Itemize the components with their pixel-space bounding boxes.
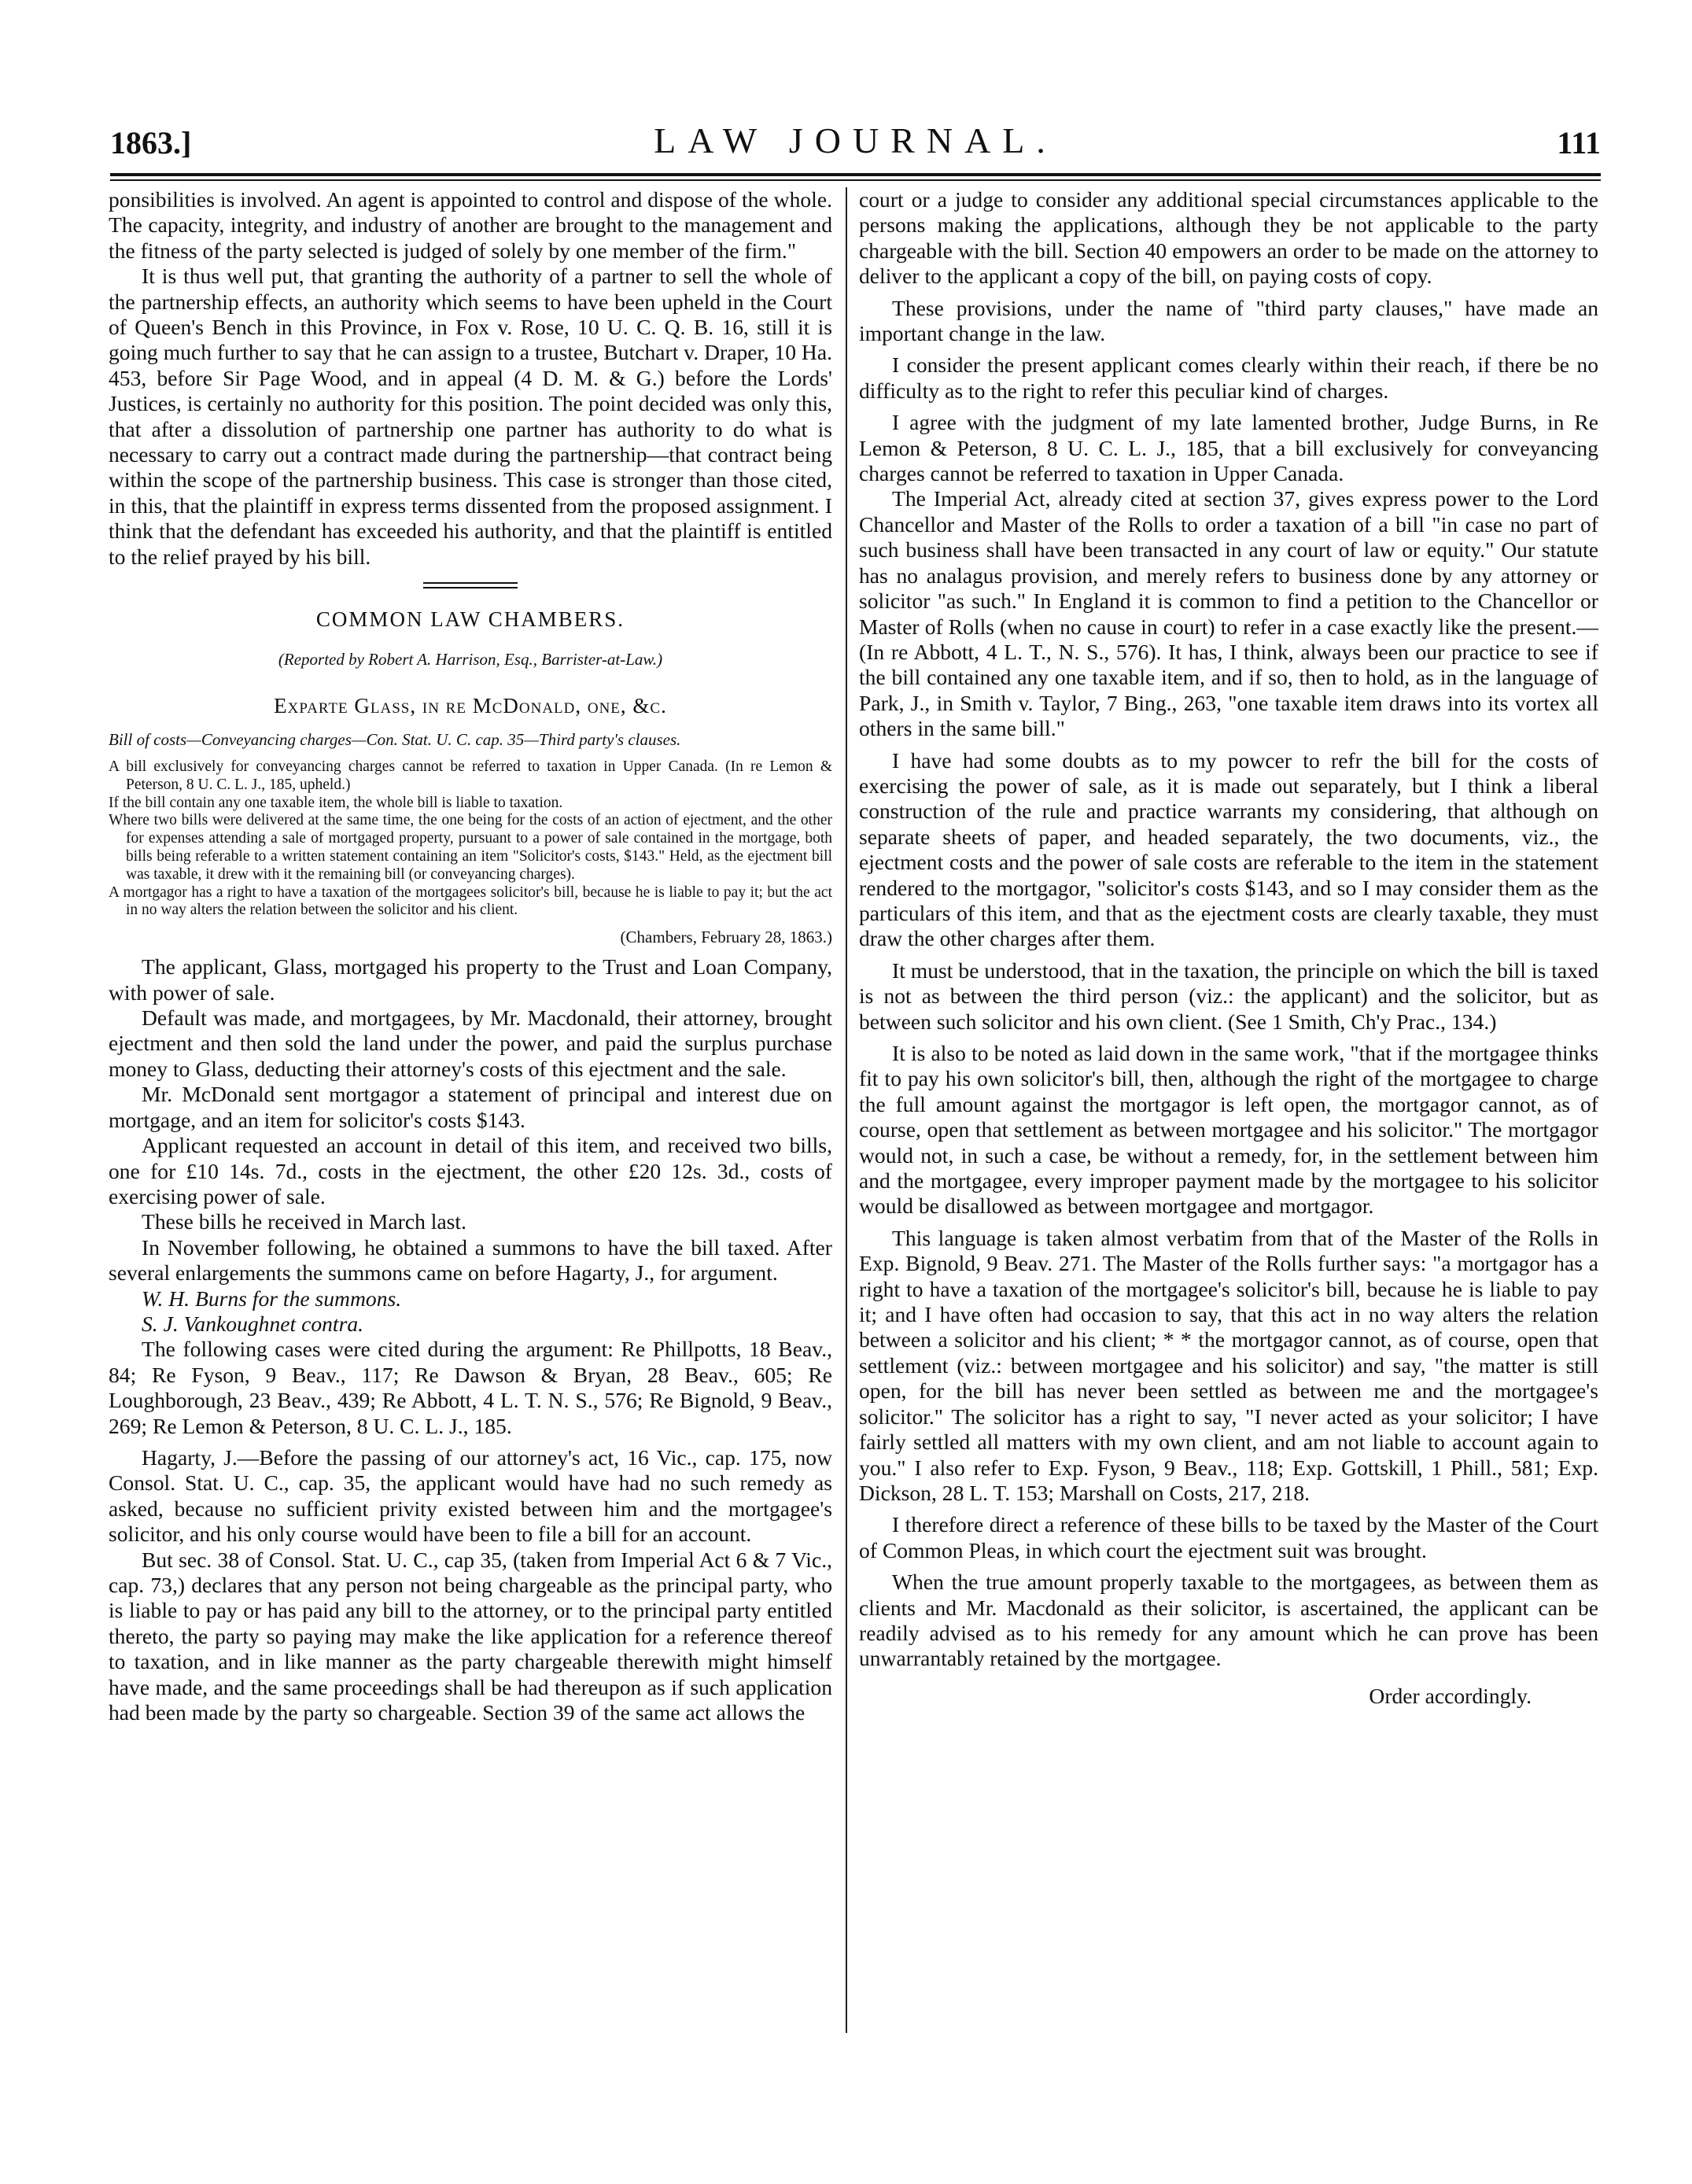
chambers-date: (Chambers, February 28, 1863.) xyxy=(620,928,832,947)
header-year: 1863.] xyxy=(110,125,192,160)
left-column xyxy=(109,187,832,1725)
paragraph: Default was made, and mortgagees, by Mr. Macdonald, their attorney, brought ejectment and then sold the land under the power, and paid the surplus purchase money to Glass, deducting their attorney's costs of this ejectment and the sale. xyxy=(109,1005,832,1081)
paragraph: These bills he received in March last. xyxy=(142,1209,466,1234)
headnote: If the bill contain any one taxable item, the whole bill is liable to taxation. xyxy=(109,794,563,811)
headnotes xyxy=(109,758,832,920)
paragraph: Applicant requested an account in detail of this item, and received two bills, one for £10 14s. 7d., costs in the ejectment, the other £20 12s. 3d., costs of exercising power of sale. xyxy=(109,1133,832,1208)
header-rule-thick xyxy=(110,173,1601,176)
page-header xyxy=(110,118,1601,173)
paragraph: It is also to be noted as laid down in the same work, "that if the mortgagee thinks fit to pay his own solicitor's bill, then, although the right of the mortgagee to charge the full amount against the mortgagor is left open, the mortgagor cannot, as of course, open that settlement as between mortgagee and his solicitor." The mortgagor would not, in such a case, be without a remedy, for, in the settlement between him and the mortgagee, every improper payment made by the mortgagee to his solicitor would be disallowed as between mortgagee and mortgagor. xyxy=(859,1041,1598,1219)
paragraph: I consider the present applicant comes clearly within their reach, if there be no difficulty as to the right to refer this peculiar kind of charges. xyxy=(859,352,1598,403)
paragraph: Mr. McDonald sent mortgagor a statement of principal and interest due on mortgage, and an item for solicitor's costs $143. xyxy=(109,1082,832,1132)
paragraph: These provisions, under the name of "third party clauses," have made an important change in the law. xyxy=(859,295,1598,346)
paragraph: This language is taken almost verbatim from that of the Master of the Rolls in Exp. Bignold, 9 Beav. 271. The Master of the Rolls further says: "a mortgagor has a right to have a taxation of the mortgagee's solicitor's bill, because he is liable to pay it; and I have often had occasion to say, that this act in no way alters the relation between a solicitor and his client; * * the mortgagor cannot, as of course, open that settlement (viz.: between mortgagee and his solicitor) and say, "the matter is still open, for the bill has never been settled as between me and the mortgagee's solicitor." The solicitor has a right to say, "I never acted as your solicitor; I have fairly settled all matters with my own client, and am not liable to account again to you." I also refer to Exp. Fyson, 9 Beav., 118; Exp. Gottskill, 1 Phill., 581; Exp. Dickson, 28 L. T. 153; Marshall on Costs, 217, 218. xyxy=(859,1225,1598,1505)
closing-order: Order accordingly. xyxy=(1369,1683,1532,1708)
reporter-credit: (Reported by Robert A. Harrison, Esq., Barrister-at-Law.) xyxy=(278,650,663,670)
section-separator xyxy=(423,582,518,588)
paragraph: In November following, he obtained a summons to have the bill taxed. After several enlargements the summons came on before Hagarty, J., for argument. xyxy=(109,1234,832,1286)
paragraph: I agree with the judgment of my late lamented brother, Judge Burns, in Re Lemon & Peterson, 8 U. C. L. J., 185, that a bill exclusively for conveyancing charges cannot be referred to taxation in Upper Canada. xyxy=(859,410,1598,486)
paragraph: court or a judge to consider any additional special circumstances applicable to the persons making the applications, although they be not applicable to the party chargeable with the bill. Section 40 empowers an order to be made on the attorney to deliver to the applicant a copy of the bill, on paying costs of copy. xyxy=(859,187,1598,289)
paragraph: It is thus well put, that granting the authority of a partner to sell the whole of the partnership effects, an authority which seems to have been upheld in the Court of Queen's Bench in this Province, in Fox v. Rose, 10 U. C. Q. B. 16, still it is going much further to say that he can assign to a trustee, Butchart v. Draper, 10 Ha. 453, before Sir Page Wood, and in appeal (4 D. M. & G.) before the Lords' Justices, is certainly no authority for this position. The point decided was only this, that after a dissolution of partnership one partner has authority to do what is necessary to carry out a contract made during the partnership—that contract being within the scope of the partnership business. This case is stronger than those cited, in this, that the plaintiff in express terms dissented from the proposed assignment. I think that the defendant has exceeded his authority, and that the plaintiff is entitled to the relief prayed by his bill. xyxy=(109,264,832,569)
case-title: Exparte Glass, in re McDonald, one, &c. xyxy=(274,694,667,718)
counsel-line: S. J. Vankoughnet contra. xyxy=(142,1311,364,1336)
column-divider xyxy=(846,187,847,2033)
paragraph: It must be understood, that in the taxation, the principle on which the bill is taxed is not as between the third person (viz.: the applicant) and the solicitor, but as between such solicitor and his own client. (See 1 Smith, Ch'y Prac., 134.) xyxy=(859,957,1598,1034)
paragraph: I have had some doubts as to my powcer to refr the bill for the costs of exercising the power of sale, as it is made out separately, but I think a liberal construction of the rule and practice warrants my considering, that although on separate sheets of paper, and headed separately, the two documents, viz., the ejectment costs and the power of sale costs are referable to the item in the statement rendered to the mortgagor, "solicitor's costs $143, and so I may consider them as the particulars of this item, and that as the ejectment costs are clearly taxable, they must draw the other charges after them. xyxy=(859,747,1598,951)
paragraph: ponsibilities is involved. An agent is appointed to control and dispose of the whole. The capacity, integrity, and industry of another are brought to the management and the fitness of the party selected is judged of solely by one member of the firm." xyxy=(109,187,832,263)
paragraph: The applicant, Glass, mortgaged his property to the Trust and Loan Company, with power of sale. xyxy=(109,954,832,1005)
counsel-line: W. H. Burns for the summons. xyxy=(142,1286,402,1311)
paragraph: Hagarty, J.—Before the passing of our attorney's act, 16 Vic., cap. 175, now Consol. Stat. U. C., cap. 35, the applicant would have had no such remedy as asked, because no sufficient privity existed between him and the mortgagee's solicitor, and his only course would have been to file a bill for an account. xyxy=(109,1444,832,1547)
headnote: Where two bills were delivered at the same time, the one being for the costs of an action of ejectment, and the other for expenses attending a sale of mortgaged property, pursuant to a power of sale contained in the mortgage, both bills being referable to a written statement containing an item "Solicitor's costs, $143." Held, as the ejectment bill was taxable, it drew with it the remaining bill (or conveyancing charges). xyxy=(109,812,832,883)
paragraph: But sec. 38 of Consol. Stat. U. C., cap 35, (taken from Imperial Act 6 & 7 Vic., cap. 73,) declares that any person not being chargeable as the principal party, who is liable to pay or has paid any bill to the attorney, or to the principal party entitled thereto, the party so paying may make the like application for a reference thereof to taxation, and in like manner as the party chargeable therewith might himself have made, and the same proceedings shall be had thereupon as if such application had been made by the party so chargeable. Section 39 of the same act allows the xyxy=(109,1547,832,1725)
headnote: A mortgagor has a right to have a taxation of the mortgagees solicitor's bill, because he is liable to pay it; but the act in no way alters the relation between the solicitor and his client. xyxy=(109,884,832,919)
right-column xyxy=(859,187,1598,1710)
paragraph: I therefore direct a reference of these bills to be taxed by the Master of the Court of Common Pleas, in which court the ejectment suit was brought. xyxy=(859,1512,1598,1562)
header-rule-thin xyxy=(110,179,1601,181)
header-page-number: 111 xyxy=(1557,125,1601,160)
paragraph: The Imperial Act, already cited at section 37, gives express power to the Lord Chancellor and Master of the Rolls to order a taxation of a bill "in case no part of such business shall have been transacted in any court of law or equity." Our statute has no analagus provision, and merely refers to business done by any attorney or solicitor "as such." In England it is common to find a petition to the Chancellor or Master of Rolls (when no cause in court) to refer in a case exactly like the present.—(In re Abbott, 4 L. T., N. S., 576). It has, I think, always been our practice to see if the bill contained any one taxable item, and if so, then to hold, as in the language of Park, J., in Smith v. Taylor, 7 Bing., 263, "one taxable item draws into its vortex all others in the same bill." xyxy=(859,486,1598,741)
section-title: COMMON LAW CHAMBERS. xyxy=(315,607,625,632)
headnote: A bill exclusively for conveyancing charges cannot be referred to taxation in Upper Canada. (In re Lemon & Peterson, 8 U. C. L. J., 185, upheld.) xyxy=(109,758,832,793)
paragraph: When the true amount properly taxable to the mortgagees, as between them as clients and Mr. Macdonald as their solicitor, is ascertained, the applicant can be readily advised as to his remedy for any amount which he can prove has been unwarrantably retained by the mortgagee. xyxy=(859,1570,1598,1671)
header-journal-title: LAW JOURNAL. xyxy=(654,120,1057,160)
subject-line: Bill of costs—Conveyancing charges—Con. Stat. U. C. cap. 35—Third party's clauses. xyxy=(109,730,681,750)
paragraph: The following cases were cited during the argument: Re Phillpotts, 18 Beav., 84; Re Fyson, 9 Beav., 117; Re Dawson & Bryan, 28 Beav., 605; Re Loughborough, 23 Beav., 439; Re Abbott, 4 L. T. N. S., 576; Re Bignold, 9 Beav., 269; Re Lemon & Peterson, 8 U. C. L. J., 185. xyxy=(109,1337,832,1438)
